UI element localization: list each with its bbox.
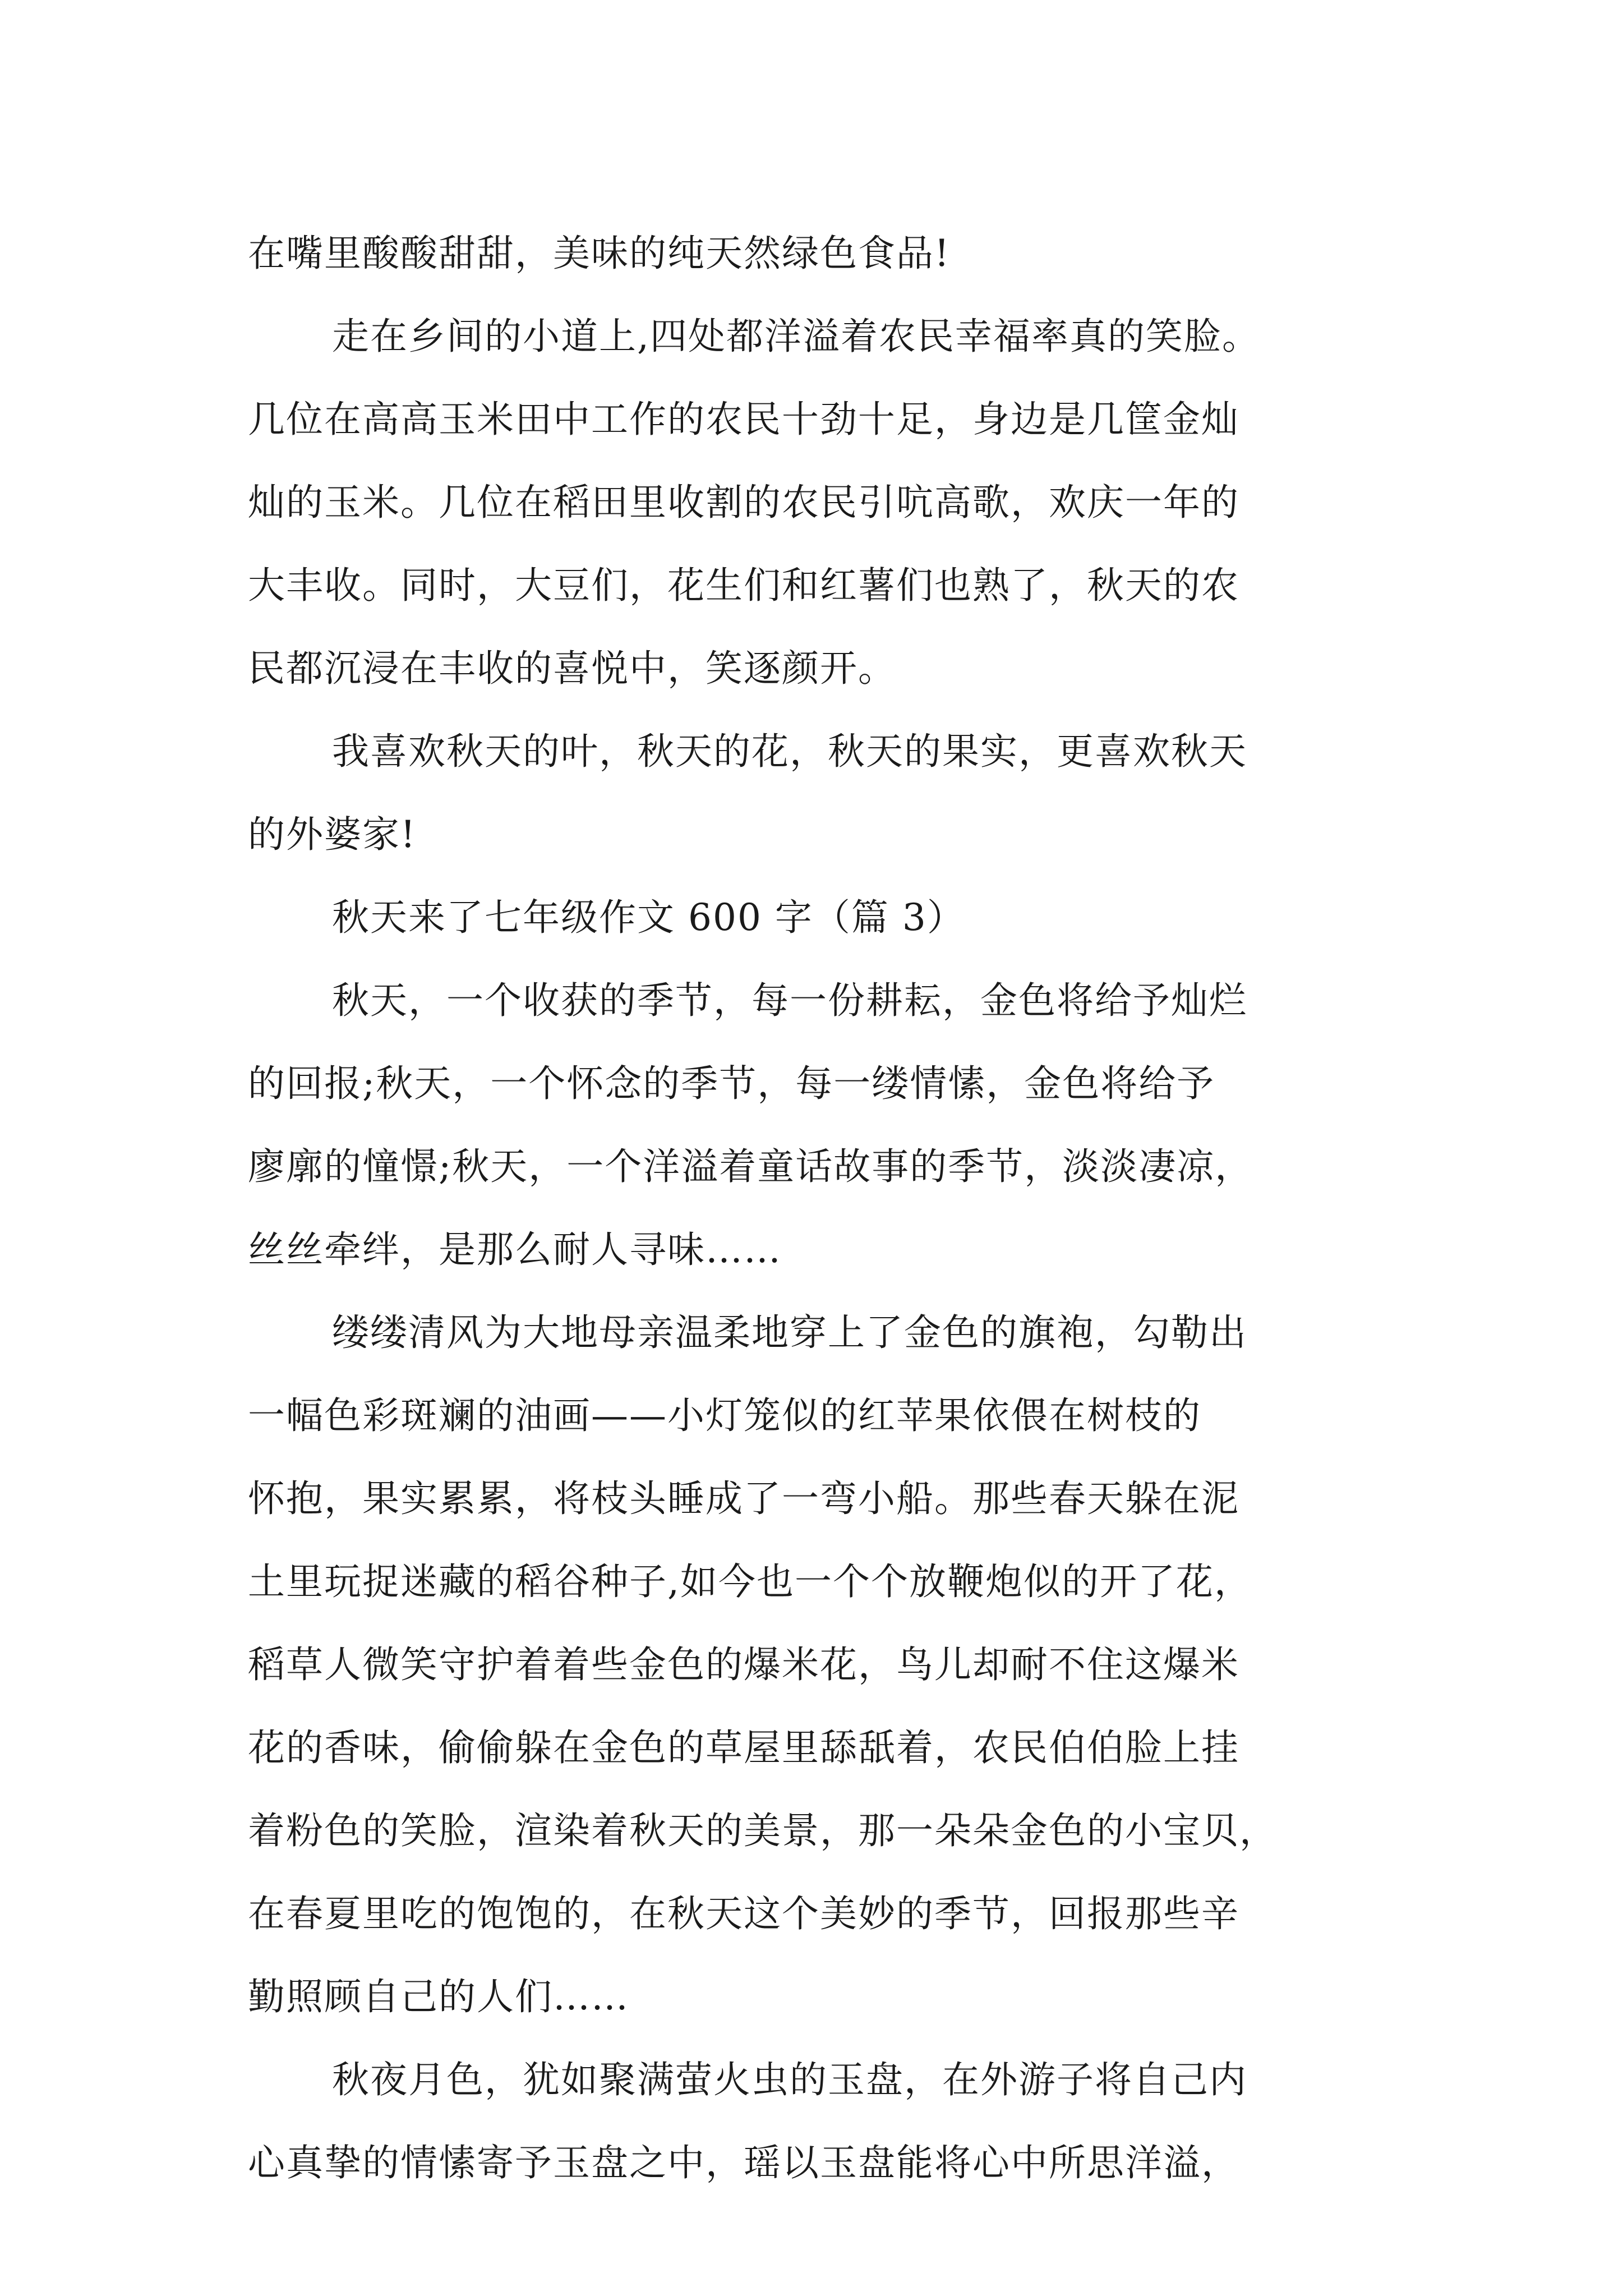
text-line: 走在乡间的小道上,四处都洋溢着农民幸福率真的笑脸。: [332, 315, 1260, 358]
text-line: 土里玩捉迷藏的稻谷种子,如今也一个个放鞭炮似的开了花，: [248, 1560, 1252, 1603]
section-heading: 秋天来了七年级作文 600 字（篇 3）: [332, 896, 965, 939]
text-line: 心真挚的情愫寄予玉盘之中，瑶以玉盘能将心中所思洋溢，: [248, 2141, 1239, 2184]
text-line: 我喜欢秋天的叶，秋天的花，秋天的果实，更喜欢秋天: [332, 730, 1247, 773]
text-line: 在春夏里吃的饱饱的，在秋天这个美妙的季节，回报那些辛: [248, 1892, 1239, 1935]
text-line: 的外婆家!: [248, 813, 417, 856]
text-line: 怀抱，果实累累，将枝头睡成了一弯小船。那些春天躲在泥: [248, 1477, 1239, 1520]
text-line: 一幅色彩斑斓的油画——小灯笼似的红苹果依偎在树枝的: [248, 1394, 1201, 1437]
text-line: 秋天，一个收获的季节，每一份耕耘，金色将给予灿烂: [332, 979, 1247, 1022]
text-line: 灿的玉米。几位在稻田里收割的农民引吭高歌，欢庆一年的: [248, 481, 1239, 524]
text-line: 几位在高高玉米田中工作的农民十劲十足，身边是几筐金灿: [248, 398, 1239, 441]
text-line: 的回报;秋天，一个怀念的季节，每一缕情愫，金色将给予: [248, 1062, 1215, 1105]
text-line: 丝丝牵绊，是那么耐人寻味……: [248, 1228, 782, 1271]
text-line: 稻草人微笑守护着着些金色的爆米花，鸟儿却耐不住这爆米: [248, 1643, 1239, 1686]
text-line: 在嘴里酸酸甜甜，美味的纯天然绿色食品!: [248, 232, 951, 275]
text-line: 勤照顾自己的人们……: [248, 1975, 629, 2018]
text-line: 秋夜月色，犹如聚满萤火虫的玉盘，在外游子将自己内: [332, 2058, 1247, 2101]
body-text: [248, 212, 1403, 2205]
text-line: 大丰收。同时，大豆们，花生们和红薯们也熟了，秋天的农: [248, 564, 1239, 607]
text-line: 着粉色的笑脸，渲染着秋天的美景，那一朵朵金色的小宝贝，: [248, 1809, 1278, 1852]
text-line: 廖廓的憧憬;秋天，一个洋溢着童话故事的季节，淡淡凄凉，: [248, 1145, 1253, 1188]
text-line: 缕缕清风为大地母亲温柔地穿上了金色的旗袍，勾勒出: [332, 1311, 1247, 1354]
text-line: 民都沉浸在丰收的喜悦中，笑逐颜开。: [248, 647, 896, 690]
text-line: 花的香味，偷偷躲在金色的草屋里舔舐着，农民伯伯脸上挂: [248, 1726, 1239, 1769]
